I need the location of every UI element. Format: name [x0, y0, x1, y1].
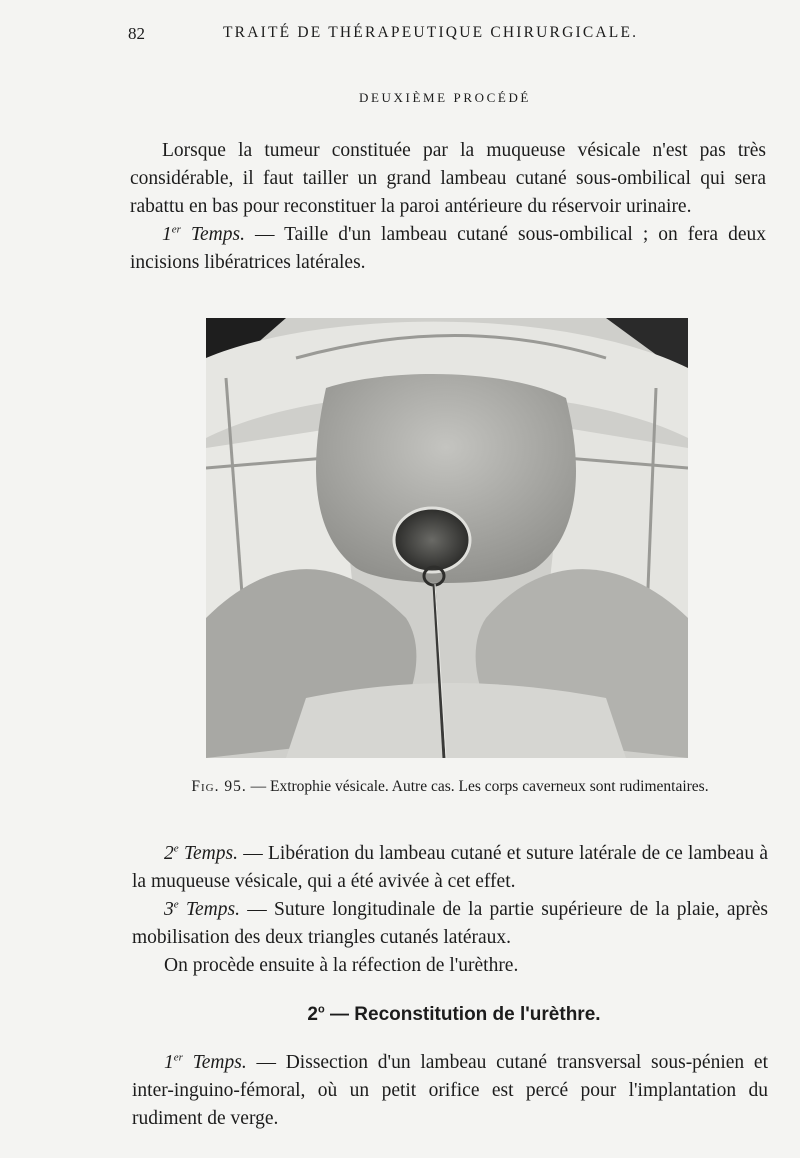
temps-ordinal: er — [171, 223, 181, 236]
page-number: 82 — [128, 24, 145, 43]
text-block-temps — [132, 840, 768, 980]
page-header — [128, 22, 760, 46]
temps-word: Temps. — [183, 843, 238, 864]
temps-ordinal: e — [173, 842, 179, 855]
paragraph: Lorsque la tumeur constituée par la muqueuse vésicale n'est pas très considérable, il faut tailler un grand lambeau cutané sous-ombilical qui sera rabattu en bas pour reconstituer la paroi antérieure du réservoir urinaire. — [130, 140, 766, 217]
subsection-ordinal: o — [318, 1003, 325, 1016]
subsection-number: 2 — [307, 1004, 318, 1025]
paragraph-text: — Taille d'un lambeau cutané sous-ombilical ; on fera deux incisions libératrices latérales. — [130, 224, 766, 273]
figure-caption — [180, 776, 720, 798]
paragraph-temps-1 — [130, 221, 766, 277]
figure-photo — [206, 318, 688, 758]
temps-label — [164, 1052, 247, 1073]
paragraph-temps-1-urethre — [132, 1049, 768, 1133]
temps-number: 3 — [164, 899, 174, 920]
subsection-heading — [0, 1004, 800, 1026]
temps-word: Temps. — [185, 899, 240, 920]
temps-label — [162, 224, 245, 245]
paragraph-text: — Libération du lambeau cutané et suture latérale de ce lambeau à la muqueuse vésicale, qui a été avivée à cet effet. — [132, 843, 769, 892]
figure-label: Fig. 95. — [191, 778, 247, 795]
text-block-intro — [130, 137, 766, 277]
figure-illustration — [206, 318, 688, 758]
paragraph-text: — Suture longitudinale de la partie supérieure de la plaie, après mobilisation des deux triangles cutanés latéraux. — [132, 899, 768, 948]
temps-label — [164, 899, 240, 920]
running-title: TRAITÉ DE THÉRAPEUTIQUE CHIRURGICALE. — [223, 24, 639, 41]
temps-word: Temps. — [192, 1052, 247, 1073]
temps-label — [164, 843, 238, 864]
temps-number: 1 — [162, 224, 172, 245]
temps-ordinal: er — [173, 1051, 183, 1064]
temps-number: 2 — [164, 843, 174, 864]
subsection-title: — Reconstitution de l'urèthre. — [324, 1004, 601, 1025]
paragraph-temps-3 — [132, 896, 768, 952]
temps-word: Temps. — [190, 224, 245, 245]
section-title: DEUXIÈME PROCÉDÉ — [359, 90, 531, 105]
paragraph-text: — Dissection d'un lambeau cutané transversal sous-pénien et inter-inguino-fémoral, où un petit orifice est percé pour l'implantation du rudiment de verge. — [132, 1052, 768, 1129]
temps-number: 1 — [164, 1052, 174, 1073]
temps-ordinal: e — [173, 898, 179, 911]
paragraph-temps-2 — [132, 840, 768, 896]
figure-caption-text: — Extrophie vésicale. Autre cas. Les corps caverneux sont rudimentaires. — [246, 778, 709, 795]
paragraph: On procède ensuite à la réfection de l'urèthre. — [164, 955, 519, 976]
text-block-urethre — [132, 1049, 768, 1133]
